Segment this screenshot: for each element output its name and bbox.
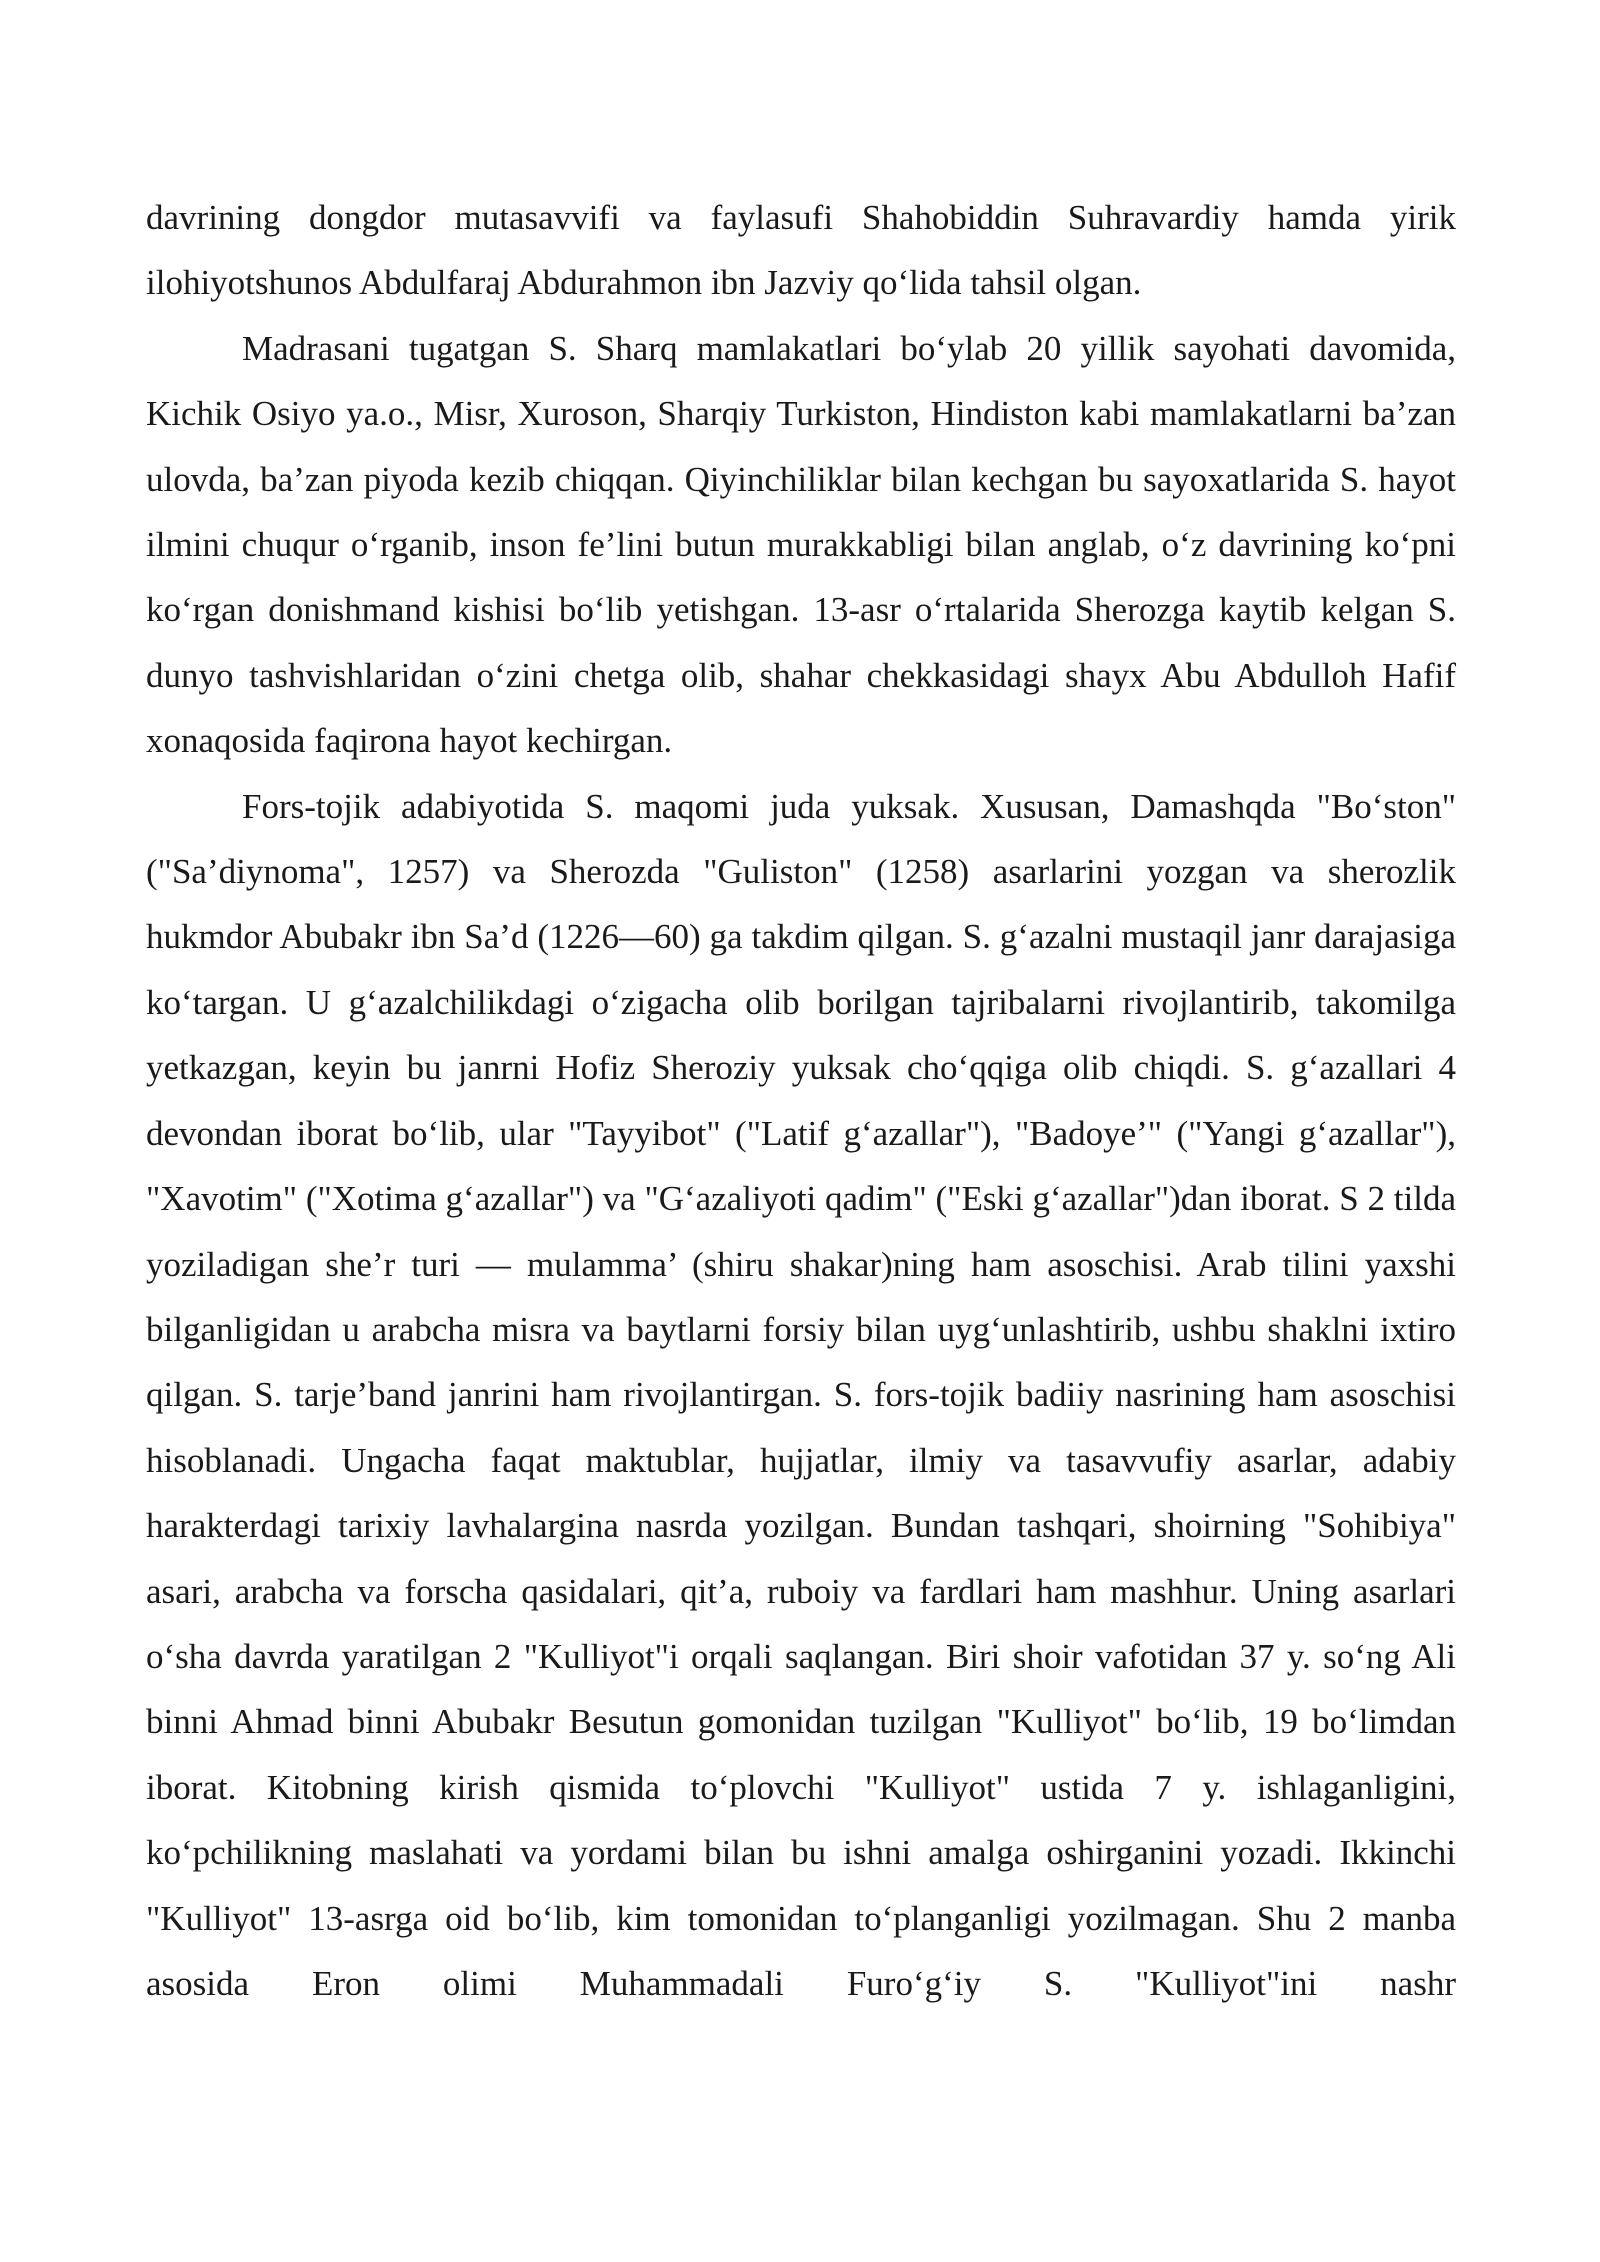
paragraph-literary-legacy: Fors-tojik adabiyotida S. maqomi juda yuksak. Xususan, Damashqda "Bo‘ston" ("Sa’diynoma", 1257) va Sherozda "Guliston" (1258) asarlarini yozgan va sherozlik hukmdor Abubakr ibn Sa’d (1226—60) ga takdim qilgan. S. g‘azalni mustaqil janr darajasiga ko‘targan. U g‘azalchilikdagi o‘zigacha olib borilgan tajribalarni rivojlantirib, takomilga yetkazgan, keyin bu janrni Hofiz Sheroziy yuksak cho‘qqiga olib chiqdi. S. g‘azallari 4 devondan iborat bo‘lib, ular "Tayyibot" ("Latif g‘azallar"), "Badoye’" ("Yangi g‘azallar"), "Xavotim" ("Xotima g‘azallar") va "G‘azaliyoti qadim" ("Eski g‘azallar")dan iborat. S 2 tilda yoziladigan she’r turi — mulamma’ (shiru shakar)ning ham asoschisi. Arab tilini yaxshi bilganligidan u arabcha misra va baytlarni forsiy bilan uyg‘unlashtirib, ushbu shaklni ixtiro qilgan. S. tarje’band janrini ham rivojlantirgan. S. fors-tojik badiiy nasrining ham asoschisi hisoblanadi. Ungacha faqat maktublar, hujjatlar, ilmiy va tasavvufiy asarlar, adabiy harakterdagi tarixiy lavhalargina nasrda yozilgan. Bundan tashqari, shoirning "Sohibiya" asari, arabcha va forscha qasidalari, qit’a, ruboiy va fardlari ham mashhur. Uning asarlari o‘sha davrda yaratilgan 2 "Kulliyot"i orqali saqlangan. Biri shoir vafotidan 37 y. so‘ng Ali binni Ahmad binni Abubakr Besutun gomonidan tuzilgan "Kulliyot" bo‘lib, 19 bo‘limdan iborat. Kitobning kirish qismida to‘plovchi "Kulliyot" ustida 7 y. ishlaganligini, ko‘pchilikning maslahati va yordami bilan bu ishni amalga oshirganini yozadi. Ikkinchi "Kulliyot" 13-asrga oid bo‘lib, kim tomonidan to‘planganligi yozilmagan. Shu 2 manba asosida Eron olimi Muhammadali Furo‘g‘iy S. "Kulliyot"ini nashr [146, 786, 1456, 2003]
document-body [146, 185, 1456, 2016]
paragraph-travels: Madrasani tugatgan S. Sharq mamlakatlari bo‘ylab 20 yillik sayohati davomida, Kichik Osiyo ya.o., Misr, Xuroson, Sharqiy Turkiston, Hindiston kabi mamlakatlarni ba’zan ulovda, ba’zan piyoda kezib chiqqan. Qiyinchiliklar bilan kechgan bu sayoxatlarida S. hayot ilmini chuqur o‘rganib, inson fe’lini butun murakkabligi bilan anglab, o‘z davrining ko‘pni ko‘rgan donishmand kishisi bo‘lib yetishgan. 13-asr o‘rtalarida Sherozga kaytib kelgan S. dunyo tashvishlaridan o‘zini chetga olib, shahar chekkasidagi shayx Abu Abdulloh Hafif xonaqosida faqirona hayot kechirgan. [146, 328, 1456, 761]
paragraph-continuation: davrining dongdor mutasavvifi va faylasufi Shahobiddin Suhravardiy hamda yirik ilohiyotshunos Abdulfaraj Abdurahmon ibn Jazviy qo‘lida tahsil olgan. [146, 198, 1456, 303]
